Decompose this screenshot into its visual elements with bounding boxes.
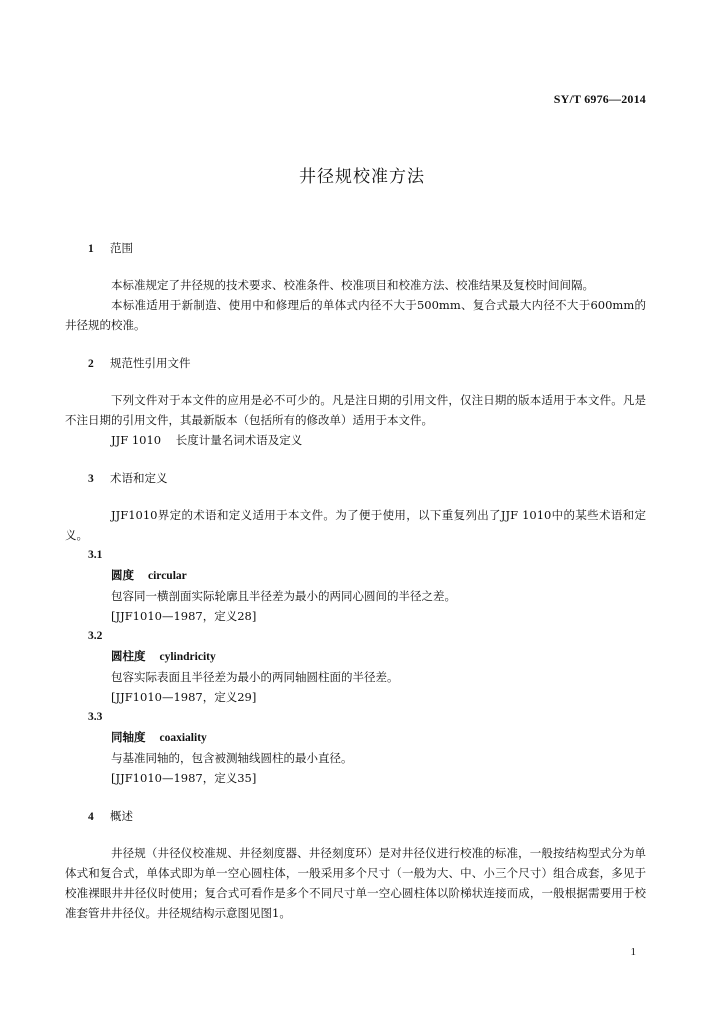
term-name-zh: 圆度	[111, 568, 134, 582]
section-title: 范围	[110, 241, 133, 255]
document-title: 井径规校准方法	[299, 167, 425, 187]
document-body	[65, 238, 646, 923]
term-number: 3.3	[88, 711, 103, 723]
term-definition: 与基准同轴的，包含被测轴线圆柱的最小直径。	[111, 751, 353, 765]
section-heading-scope	[88, 238, 646, 258]
scope-paragraph-2: 本标准适用于新制造、使用中和修理后的单体式内径不大于500mm、复合式最大内径不大于600mm的井径规的校准。	[65, 298, 646, 332]
term-name-zh: 同轴度	[111, 730, 146, 744]
term-definition: 包容同一横剖面实际轮廓且半径差为最小的两同心圆间的半径之差。	[111, 589, 456, 603]
terms-intro-paragraph: JJF1010界定的术语和定义适用于本文件。为了便于使用，以下重复列出了JJF 1010中的某些术语和定义。	[65, 508, 646, 542]
section-heading-overview	[88, 806, 646, 826]
section-title: 规范性引用文件	[110, 356, 191, 370]
reference-item: JJF 1010 长度计量名词术语及定义	[111, 433, 303, 447]
section-number: 4	[88, 811, 94, 823]
scope-paragraph-1: 本标准规定了井径规的技术要求、校准条件、校准项目和校准方法、校准结果及复校时间间隔。	[111, 278, 594, 292]
section-heading-terms	[88, 468, 646, 488]
section-number: 1	[88, 243, 94, 255]
term-number: 3.1	[88, 549, 103, 561]
section-heading-normative-references	[88, 353, 646, 373]
term-source: [JJF1010—1987，定义29]	[111, 690, 257, 704]
term-entry	[88, 545, 646, 626]
term-number: 3.2	[88, 630, 103, 642]
section-number: 2	[88, 358, 94, 370]
term-name-en: coaxiality	[159, 732, 207, 744]
term-name-zh: 圆柱度	[111, 649, 146, 663]
term-definition: 包容实际表面且半径差为最小的两同轴圆柱面的半径差。	[111, 670, 399, 684]
term-source: [JJF1010—1987，定义35]	[111, 771, 257, 785]
references-paragraph: 下列文件对于本文件的应用是必不可少的。凡是注日期的引用文件，仅注日期的版本适用于本文件。凡是不注日期的引用文件，其最新版本（包括所有的修改单）适用于本文件。	[65, 393, 646, 427]
page-number: 1	[630, 946, 636, 958]
section-title: 概述	[110, 809, 133, 823]
standard-code: SY/T 6976—2014	[553, 92, 646, 106]
section-number: 3	[88, 473, 94, 485]
overview-paragraph: 井径规（井径仪校准规、井径刻度器、井径刻度环）是对井径仪进行校准的标准，一般按结构型式分为单体式和复合式，单体式即为单一空心圆柱体，一般采用多个尺寸（一般为大、中、小三个尺寸）组合成套，多见于校准裸眼井井径仪时使用；复合式可看作是多个不同尺寸单一空心圆柱体以阶梯状连接而成，一般根据需要用于校准套管井井径仪。井径规结构示意图见图1。	[65, 846, 646, 920]
term-entry	[88, 626, 646, 707]
section-title: 术语和定义	[110, 471, 168, 485]
term-entry	[88, 707, 646, 788]
term-name-en: cylindricity	[159, 651, 216, 663]
term-title	[88, 727, 646, 748]
term-title	[88, 565, 646, 586]
term-name-en: circular	[148, 570, 187, 582]
term-title	[88, 646, 646, 667]
term-source: [JJF1010—1987，定义28]	[111, 609, 257, 623]
